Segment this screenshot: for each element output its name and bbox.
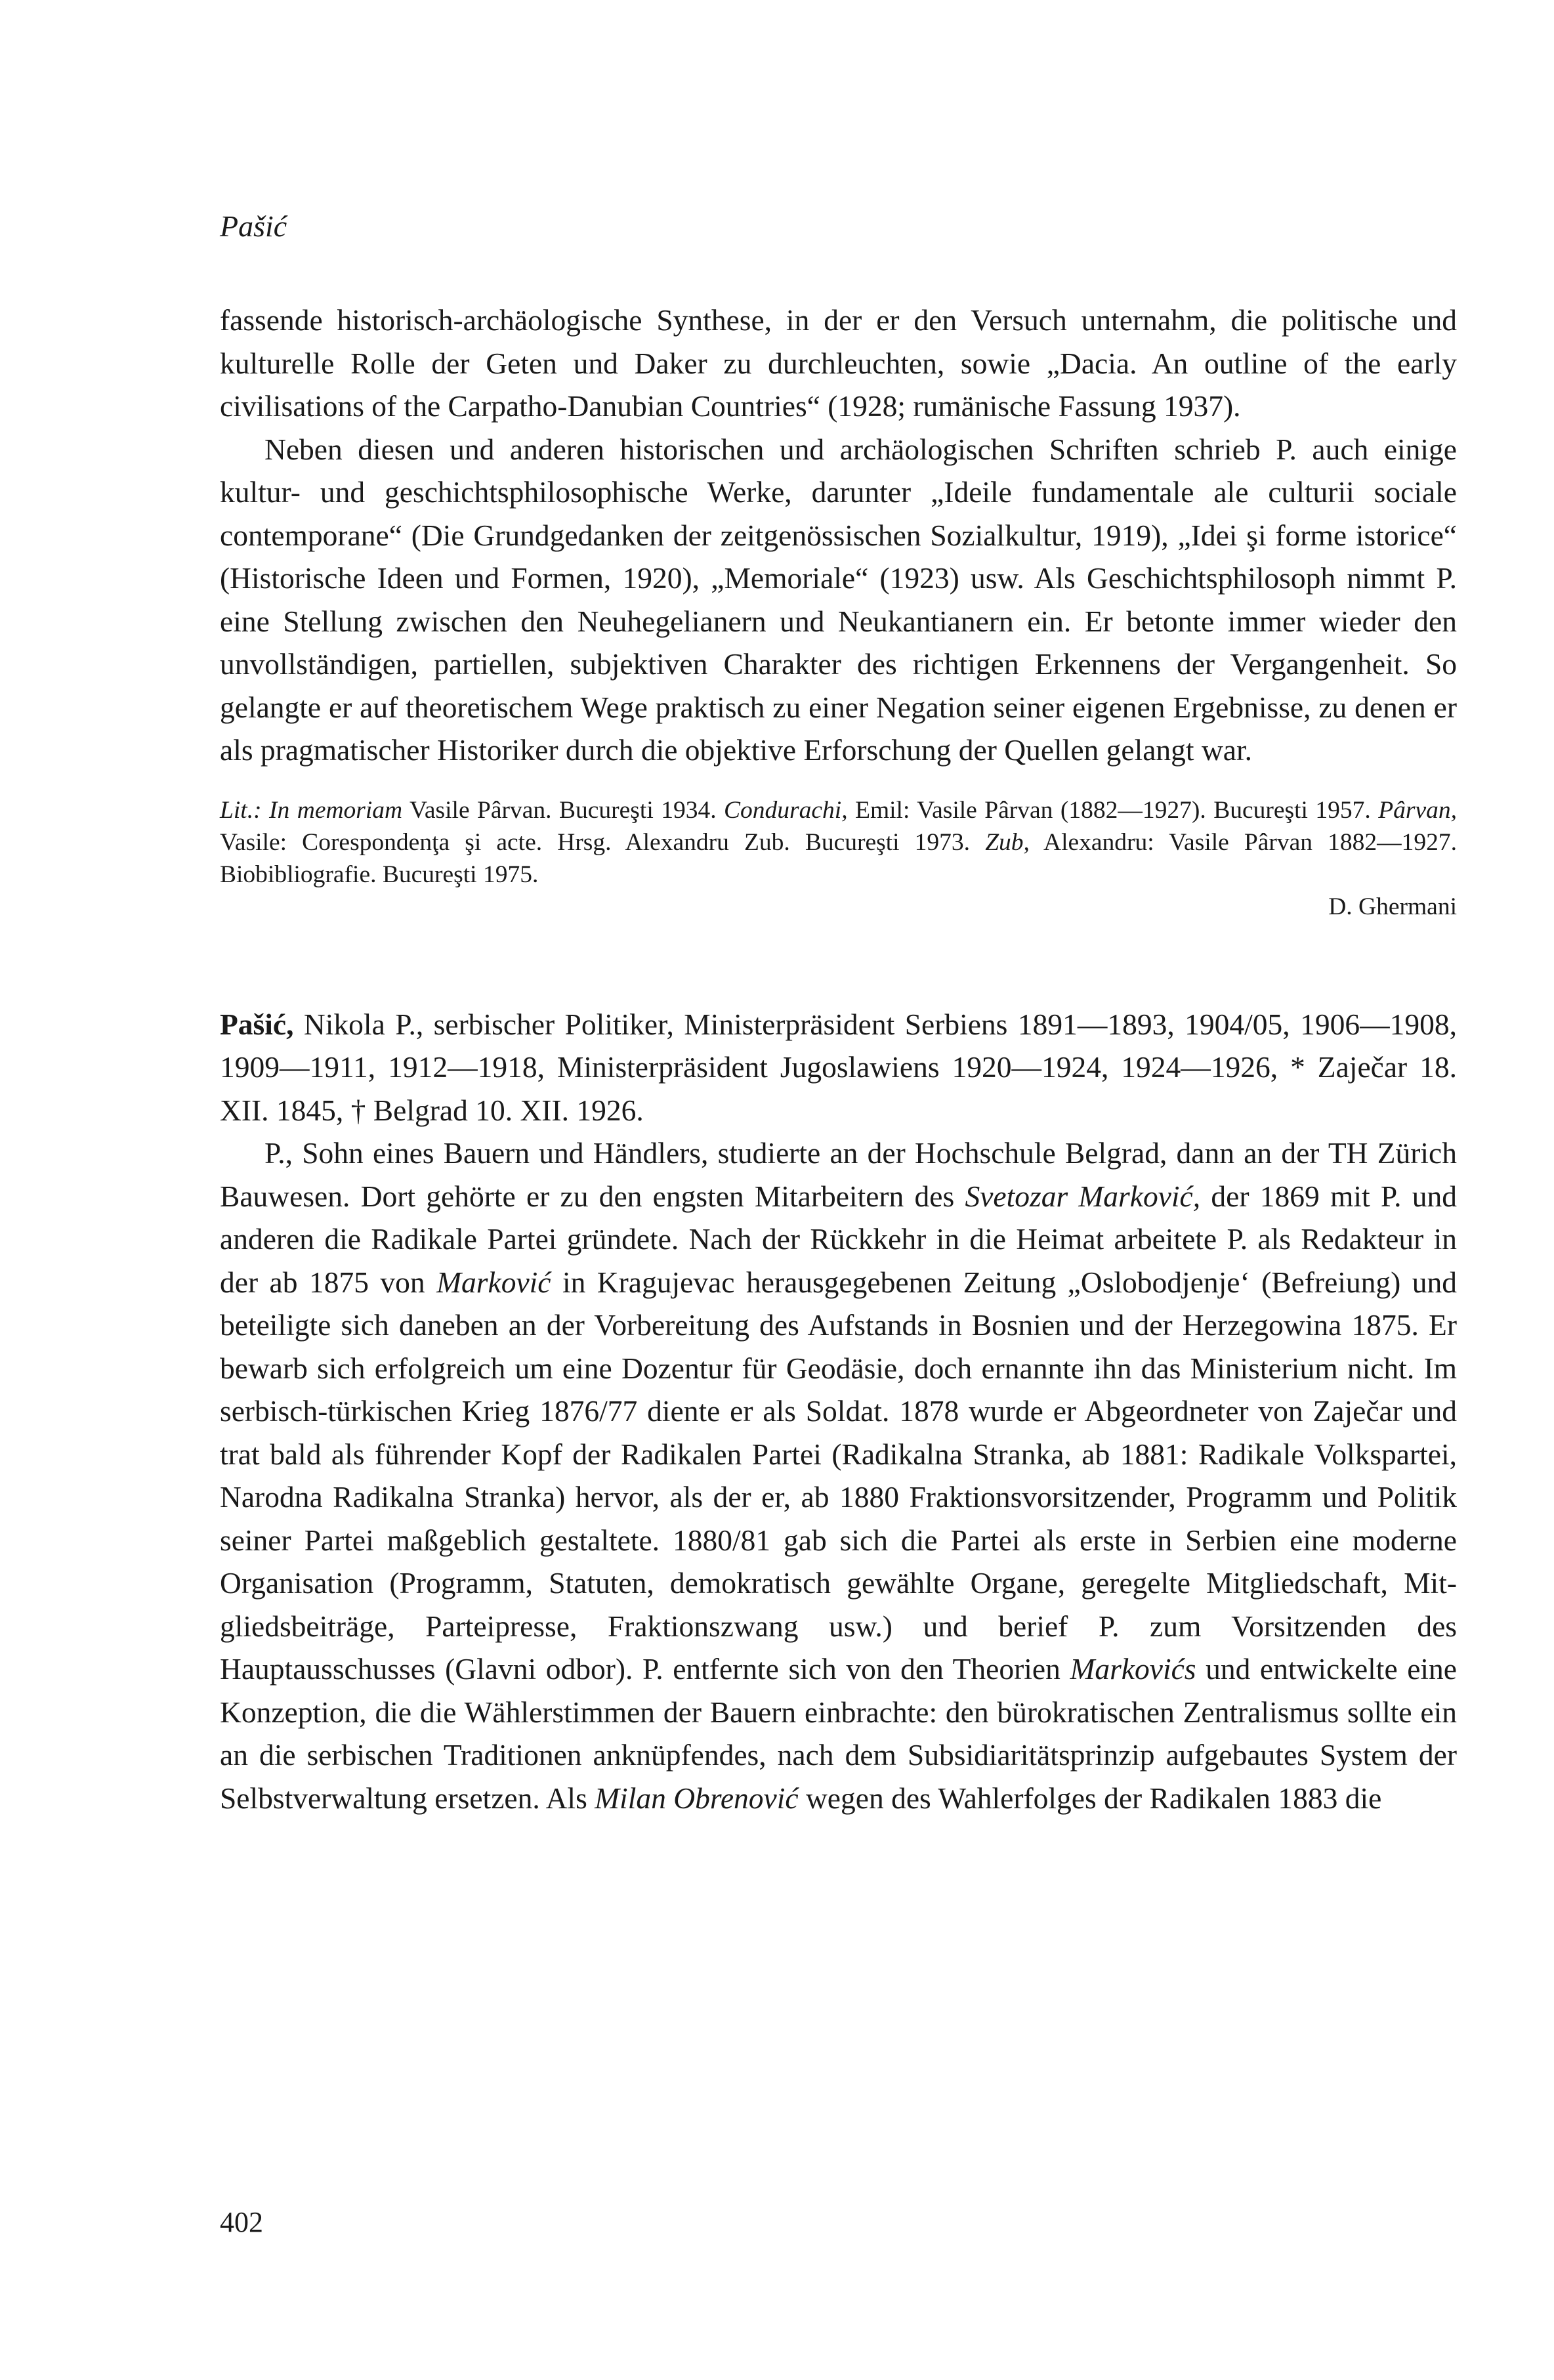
article-author: D. Ghermani xyxy=(1328,893,1457,920)
paragraph-philosophy: Neben diesen und anderen historischen und archäologischen Schriften schrieb P. auch einige kultur- und geschichtsphilosophische Werke, darunter „Ideile fundamentale ale culturii sociale contemporane“ (Die Grundgedanken der zeitgenössischen Sozialkultur, 1919), „Idei şi forme istorice“ (Historische Ideen und Formen, 1920), „Memoriale“ (1923) usw. Als Geschichtsphilosoph nimmt P. eine Stellung zwischen den Neuhegelianern und Neukantianern ein. Er betonte immer wieder den unvollständigen, partiellen, subjektiven Charakter des richtigen Erkennens der Vergangenheit. So gelangte er auf theoretischem Wege praktisch zu einer Negation seiner eigenen Ergebnisse, zu denen er als pragmatischer Historiker durch die objektive Erforschung der Quellen gelangt war. xyxy=(220,432,1457,767)
entry-text-a: P., Sohn eines Bauern und Händlers, studierte an der Hochschule Belgrad, dann an der TH Zürich Bauwesen. Dort gehörte er zu den engsten Mitarbeitern des xyxy=(220,1136,1457,1213)
lit-item-1: Vasile Pârvan. Bucureşti 1934. xyxy=(409,796,717,824)
person-markovic-full: Svetozar Marković, xyxy=(965,1179,1201,1213)
running-head: Pašić xyxy=(220,209,287,243)
page-body xyxy=(220,299,1457,1819)
lit-item-4: Alexandru: Vasile Pârvan 1882—1927. Biobibliografie. Bucureşti 1975. xyxy=(220,828,1458,888)
entry-paragraph xyxy=(220,1132,1457,1819)
entry-text-b: der 1869 mit P. und anderen die Radikale Partei gründete. Nach der Rückkehr in die Heimat arbeitete P. als Redakteur in der ab 1875 von xyxy=(220,1179,1458,1299)
lit-item-2-author: Condurachi, xyxy=(724,796,848,824)
lit-item-4-author: Zub, xyxy=(985,828,1030,856)
person-markovics: Markovićs xyxy=(1070,1652,1196,1686)
lit-item-3: Vasile: Corespondenţa şi acte. Hrsg. Alexandru Zub. Bucureşti 1973. xyxy=(220,828,971,856)
lit-item-2: Emil: Vasile Pârvan (1882—1927). Bucureşti 1957. xyxy=(855,796,1371,824)
headword: Pašić, xyxy=(220,1007,294,1041)
lit-label: Lit.: xyxy=(220,796,262,824)
page-number: 402 xyxy=(220,2206,263,2238)
continuation-paragraph: fassende historisch-archäologische Synthese, in der er den Versuch unternahm, die politische und kulturelle Rolle der Geten und Daker zu durchleuchten, sowie „Dacia. An outline of the early civilisations of the Carpatho-Danubian Countries“ (1928; rumänische Fassung 1937). xyxy=(220,303,1457,423)
entry-text-e: wegen des Wahlerfolges der Radikalen 1883 die xyxy=(805,1781,1382,1815)
literature-section xyxy=(220,794,1457,891)
entry-text-d: und entwickelte eine Konzeption, die die Wählerstimmen der Bauern einbrachte: den bürokratischen Zentralismus sollte ein an die serbischen Traditionen anknüpfendes, nach dem Subsidiaritätsprinzip aufgebautes System der Selbstverwaltung ersetzen. Als xyxy=(220,1652,1457,1815)
lit-item-1-title: In memoriam xyxy=(269,796,403,824)
person-markovic: Marković xyxy=(436,1265,551,1299)
entry-heading xyxy=(220,1003,1457,1132)
heading-details: Nikola P., serbischer Politiker, Ministerpräsident Serbiens 1891—1893, 1904/05, 1906—1908, 1909—1911, 1912—1918, Ministerpräsident Jugoslawiens 1920—1924, 1924—1926, * Zaječar 18. XII. 1845, † Belgrad 10. XII. 1926. xyxy=(220,1007,1457,1127)
book-page xyxy=(220,0,1457,2380)
lit-item-3-author: Pârvan, xyxy=(1378,796,1458,824)
person-milan-obrenovic: Milan Obrenović xyxy=(595,1781,799,1815)
entry-text-c: in Kragujevac herausgegebenen Zeitung „Oslobodjenje‘ (Befreiung) und beteiligte sich daneben an der Vorbereitung des Aufstands in Bosnien und der Herzegowina 1875. Er bewarb sich erfolgreich um eine Dozentur für Geodäsie, doch ernannte ihn das Ministerium nicht. Im serbisch-türkischen Krieg 1876/77 diente er als Soldat. 1878 wurde er Abgeordneter von Zaječar und trat bald als führender Kopf der Radikalen Partei (Radikalna Stranka, ab 1881: Radikale Volkspartei, Narodna Radikalna Stranka) hervor, als der er, ab 1880 Fraktionsvorsitzender, Programm und Politik seiner Partei maßgeblich gestaltete. 1880/81 gab sich die Partei als erste in Serbien eine moderne Organisation (Programm, Statuten, demokratisch gewählte Organe, geregelte Mitgliedschaft, Mitgliedsbeiträge, Parteipresse, Fraktionszwang usw.) und berief P. zum Vorsitzenden des Hauptausschusses (Glavni odbor). P. entfernte sich von den Theorien xyxy=(220,1265,1458,1686)
